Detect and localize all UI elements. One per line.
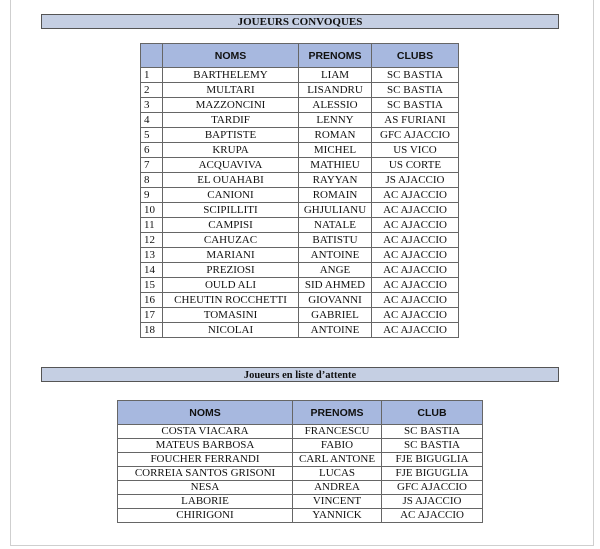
attente-cell-club: AC AJACCIO (382, 509, 483, 523)
convoques-row (141, 143, 459, 158)
convoques-cell-nom: CANIONI (163, 188, 299, 203)
attente-cell-prenom: CARL ANTONE (293, 453, 382, 467)
convoques-cell-club: SC BASTIA (372, 68, 459, 83)
convoques-cell-club: JS AJACCIO (372, 173, 459, 188)
convoques-cell-prenom: RAYYAN (299, 173, 372, 188)
attente-cell-prenom: FRANCESCU (293, 425, 382, 439)
convoques-row (141, 158, 459, 173)
convoques-row (141, 293, 459, 308)
convoques-row (141, 113, 459, 128)
convoques-cell-nom: NICOLAI (163, 323, 299, 338)
convoques-cell-prenom: SID AHMED (299, 278, 372, 293)
convoques-cell-prenom: LENNY (299, 113, 372, 128)
convoques-cell-num: 16 (141, 293, 163, 308)
convoques-cell-club: AC AJACCIO (372, 308, 459, 323)
attente-row (118, 467, 483, 481)
convoques-table (140, 43, 459, 338)
convoques-row (141, 263, 459, 278)
convoques-cell-prenom: ALESSIO (299, 98, 372, 113)
attente-cell-club: FJE BIGUGLIA (382, 453, 483, 467)
convoques-cell-club: AC AJACCIO (372, 278, 459, 293)
convoques-cell-nom: OULD ALI (163, 278, 299, 293)
convoques-cell-prenom: ROMAIN (299, 188, 372, 203)
attente-row (118, 439, 483, 453)
attente-table (117, 400, 483, 523)
convoques-cell-num: 3 (141, 98, 163, 113)
convoques-row (141, 68, 459, 83)
attente-cell-nom: CORREIA SANTOS GRISONI (118, 467, 293, 481)
convoques-header-noms: NOMS (163, 44, 299, 68)
convoques-cell-prenom: LIAM (299, 68, 372, 83)
convoques-cell-nom: CAMPISI (163, 218, 299, 233)
convoques-cell-club: US VICO (372, 143, 459, 158)
convoques-cell-club: AC AJACCIO (372, 263, 459, 278)
convoques-cell-num: 15 (141, 278, 163, 293)
convoques-cell-club: AC AJACCIO (372, 233, 459, 248)
attente-row (118, 425, 483, 439)
attente-cell-prenom: ANDREA (293, 481, 382, 495)
convoques-cell-nom: CHEUTIN ROCCHETTI (163, 293, 299, 308)
attente-cell-nom: NESA (118, 481, 293, 495)
attente-row (118, 509, 483, 523)
convoques-cell-num: 7 (141, 158, 163, 173)
attente-cell-nom: MATEUS BARBOSA (118, 439, 293, 453)
convoques-cell-nom: MAZZONCINI (163, 98, 299, 113)
convoques-cell-club: SC BASTIA (372, 83, 459, 98)
convoques-cell-nom: TOMASINI (163, 308, 299, 323)
convoques-cell-prenom: LISANDRU (299, 83, 372, 98)
convoques-row (141, 83, 459, 98)
attente-row (118, 495, 483, 509)
convoques-cell-num: 5 (141, 128, 163, 143)
attente-cell-nom: COSTA VIACARA (118, 425, 293, 439)
convoques-cell-nom: EL OUAHABI (163, 173, 299, 188)
convoques-cell-club: AC AJACCIO (372, 188, 459, 203)
convoques-cell-prenom: ANTOINE (299, 248, 372, 263)
convoques-cell-nom: SCIPILLITI (163, 203, 299, 218)
convoques-header-row (141, 44, 459, 68)
convoques-cell-club: US CORTE (372, 158, 459, 173)
convoques-cell-nom: ACQUAVIVA (163, 158, 299, 173)
convoques-cell-prenom: GHJULIANU (299, 203, 372, 218)
attente-header-noms: NOMS (118, 401, 293, 425)
attente-cell-club: GFC AJACCIO (382, 481, 483, 495)
attente-cell-prenom: YANNICK (293, 509, 382, 523)
convoques-cell-nom: TARDIF (163, 113, 299, 128)
convoques-cell-club: AC AJACCIO (372, 323, 459, 338)
convoques-cell-num: 12 (141, 233, 163, 248)
convoques-cell-club: AS FURIANI (372, 113, 459, 128)
convoques-header-prenoms: PRENOMS (299, 44, 372, 68)
attente-cell-club: SC BASTIA (382, 425, 483, 439)
convoques-row (141, 248, 459, 263)
convoques-cell-num: 10 (141, 203, 163, 218)
convoques-cell-nom: MULTARI (163, 83, 299, 98)
convoques-cell-num: 11 (141, 218, 163, 233)
convoques-cell-nom: PREZIOSI (163, 263, 299, 278)
attente-cell-club: FJE BIGUGLIA (382, 467, 483, 481)
attente-header-row (118, 401, 483, 425)
attente-cell-prenom: VINCENT (293, 495, 382, 509)
attente-cell-club: SC BASTIA (382, 439, 483, 453)
attente-cell-prenom: FABIO (293, 439, 382, 453)
convoques-cell-num: 6 (141, 143, 163, 158)
convoques-cell-prenom: NATALE (299, 218, 372, 233)
convoques-cell-club: AC AJACCIO (372, 248, 459, 263)
convoques-cell-prenom: ANTOINE (299, 323, 372, 338)
convoques-cell-club: GFC AJACCIO (372, 128, 459, 143)
attente-cell-prenom: LUCAS (293, 467, 382, 481)
convoques-row (141, 173, 459, 188)
convoques-cell-num: 8 (141, 173, 163, 188)
attente-row (118, 481, 483, 495)
convoques-cell-club: SC BASTIA (372, 98, 459, 113)
convoques-cell-prenom: GIOVANNI (299, 293, 372, 308)
convoques-row (141, 278, 459, 293)
convoques-cell-num: 17 (141, 308, 163, 323)
convoques-header-clubs: CLUBS (372, 44, 459, 68)
convoques-cell-prenom: ROMAN (299, 128, 372, 143)
convoques-cell-nom: BARTHELEMY (163, 68, 299, 83)
convoques-cell-num: 13 (141, 248, 163, 263)
attente-cell-nom: FOUCHER FERRANDI (118, 453, 293, 467)
convoques-cell-nom: CAHUZAC (163, 233, 299, 248)
convoques-header-number (141, 44, 163, 68)
convoques-cell-prenom: BATISTU (299, 233, 372, 248)
attente-header-prenoms: PRENOMS (293, 401, 382, 425)
attente-title: Joueurs en liste d’attente (41, 367, 559, 382)
convoques-title: JOUEURS CONVOQUES (41, 14, 559, 29)
convoques-row (141, 308, 459, 323)
attente-cell-club: JS AJACCIO (382, 495, 483, 509)
convoques-row (141, 233, 459, 248)
convoques-cell-nom: MARIANI (163, 248, 299, 263)
attente-row (118, 453, 483, 467)
attente-header-club: CLUB (382, 401, 483, 425)
attente-cell-nom: CHIRIGONI (118, 509, 293, 523)
convoques-cell-num: 9 (141, 188, 163, 203)
convoques-cell-club: AC AJACCIO (372, 218, 459, 233)
convoques-cell-nom: KRUPA (163, 143, 299, 158)
convoques-cell-num: 4 (141, 113, 163, 128)
convoques-cell-club: AC AJACCIO (372, 293, 459, 308)
convoques-row (141, 188, 459, 203)
convoques-row (141, 323, 459, 338)
convoques-cell-prenom: MICHEL (299, 143, 372, 158)
convoques-cell-num: 18 (141, 323, 163, 338)
convoques-row (141, 218, 459, 233)
convoques-row (141, 203, 459, 218)
attente-cell-nom: LABORIE (118, 495, 293, 509)
convoques-cell-nom: BAPTISTE (163, 128, 299, 143)
convoques-cell-num: 14 (141, 263, 163, 278)
convoques-cell-num: 1 (141, 68, 163, 83)
convoques-cell-prenom: GABRIEL (299, 308, 372, 323)
convoques-row (141, 98, 459, 113)
convoques-cell-prenom: MATHIEU (299, 158, 372, 173)
convoques-cell-club: AC AJACCIO (372, 203, 459, 218)
convoques-row (141, 128, 459, 143)
convoques-cell-prenom: ANGE (299, 263, 372, 278)
convoques-cell-num: 2 (141, 83, 163, 98)
